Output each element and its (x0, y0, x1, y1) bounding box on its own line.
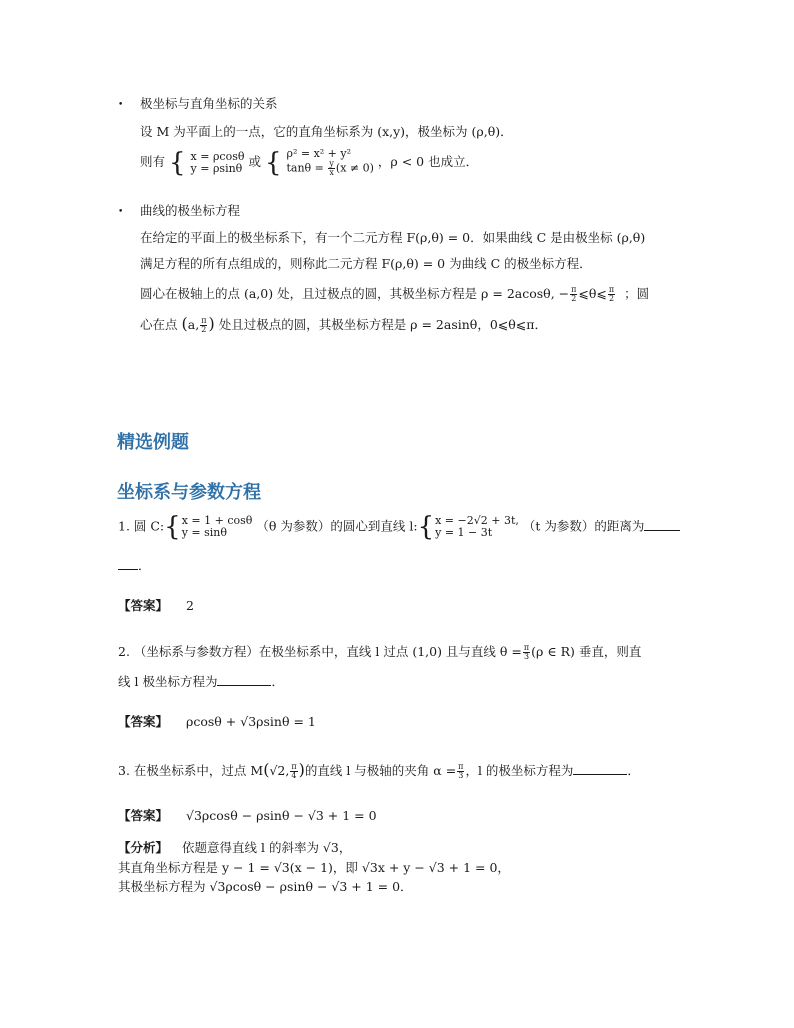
frac-num: π (571, 285, 577, 294)
q2-answer (118, 712, 316, 730)
paren-open: ( (181, 314, 188, 333)
section2-line4-b: 处且过极点的圆，其极坐标方程是 ρ = 2asinθ，0⩽θ⩽π． (218, 317, 547, 332)
q1-answer (118, 596, 194, 614)
q1-c-row2: y = sinθ (181, 526, 227, 539)
q3-analysis-3: 其极坐标方程为 √3ρcosθ − ρsinθ − √3 + 1 = 0． (118, 879, 413, 894)
q1-c-row1: x = 1 + cosθ (181, 514, 253, 527)
q1-l-row1: x = −2√2 + 3t, (435, 514, 519, 527)
q3-line-a: 3. 在极坐标系中，过点 M (118, 763, 264, 778)
frac-y-x (328, 160, 335, 177)
question-2 (118, 642, 641, 661)
system-2-row2-b: (x ≠ 0) (335, 161, 374, 175)
frac-pi-2-a (570, 286, 577, 303)
brace-q1-c: { (164, 512, 181, 542)
brace-1: { (169, 147, 186, 178)
q1-suffix: （t 为参数）的距离为 (522, 518, 645, 534)
q1-answer-label: 【答案】 (118, 598, 169, 613)
q2-line2-text: 线 l 极坐标方程为 (118, 674, 218, 689)
frac-pi-3-q3 (457, 763, 464, 780)
q1-blank-a (644, 530, 680, 531)
frac-den: 2 (571, 294, 577, 303)
section2-title: 曲线的极坐标方程 (140, 203, 241, 218)
frac-num: π (458, 762, 464, 771)
point-a: a, (187, 317, 200, 332)
q1-mid: （θ 为参数）的圆心到直线 l: (256, 518, 418, 534)
q1-end: ． (138, 558, 151, 573)
q2-answer-value: ρcosθ + √3ρsinθ = 1 (186, 714, 316, 729)
frac-den: 4 (291, 771, 297, 780)
q1-line2 (118, 556, 151, 574)
section2-line1: 在给定的平面上的极坐标系下，有一个二元方程 F(ρ,θ) = 0．如果曲线 C 是由极坐标 (ρ,θ) (140, 230, 646, 245)
q2-line1-a: 2. （坐标系与参数方程）在极坐标系中，直线 l 过点 (1,0) 且与直线 θ = (118, 644, 522, 659)
frac-pi-2-b (608, 286, 615, 303)
system-1-row1: x = ρcosθ (190, 149, 245, 163)
q1-prefix: 1. 圆 C: (118, 518, 165, 534)
system-2 (286, 148, 373, 177)
frac-den: 2 (201, 325, 207, 334)
frac-den: 2 (608, 294, 615, 303)
paren-close: ) (208, 314, 215, 333)
q1-system-c (182, 515, 253, 539)
q3-analysis-1 (118, 838, 351, 856)
q2-line2 (118, 672, 284, 690)
q2-end: ． (271, 674, 284, 689)
q3-blank (573, 774, 627, 775)
system-1 (191, 151, 245, 175)
section1-line2-suffix: ，ρ < 0 也成立． (377, 154, 479, 169)
section1-line2 (140, 148, 478, 177)
section2-line3-end: ；圆 (624, 286, 650, 301)
frac-num: π (291, 762, 297, 771)
frac-num: π (608, 285, 615, 294)
or-word: 或 (248, 154, 261, 169)
system-2-row2 (286, 160, 373, 177)
system-1-row2: y = ρsinθ (190, 161, 243, 175)
frac-pi-3-q2 (523, 644, 530, 661)
q3-analysis-label: 【分析】 (118, 840, 169, 855)
q1-l-row2: y = 1 − 3t (435, 526, 493, 539)
section1-title: 极坐标与直角坐标的关系 (140, 96, 278, 111)
q3-analysis-text-1: 依题意得直线 l 的斜率为 √3， (182, 840, 352, 855)
frac-num: π (523, 643, 530, 652)
q3-answer (118, 806, 377, 824)
bullet-1: • (118, 100, 124, 110)
system-2-row2-a: tanθ = (286, 161, 324, 175)
frac-pi-2-c (200, 317, 207, 334)
paren-close: ) (298, 760, 305, 779)
section2-line3-mid: ⩽θ⩽ (578, 286, 607, 301)
q2-blank (217, 685, 271, 686)
bullet-2: • (118, 207, 124, 217)
frac-den: x (329, 168, 334, 177)
q3-line-c: ，l 的极坐标方程为 (465, 763, 574, 778)
frac-den: 3 (523, 652, 530, 661)
q2-answer-label: 【答案】 (118, 714, 169, 729)
q3-answer-label: 【答案】 (118, 808, 169, 823)
frac-num: y (329, 159, 334, 168)
section2-line4-a: 心在点 (140, 317, 178, 332)
question-1 (118, 514, 680, 540)
frac-den: 3 (458, 771, 464, 780)
section2-line4 (140, 314, 547, 334)
q3-line-b: 的直线 l 与极轴的夹角 α = (304, 763, 457, 778)
section2-line3-a: 圆心在极轴上的点 (a,0) 处，且过极点的圆，其极坐标方程是 ρ = 2acosθ, − (140, 286, 570, 301)
question-3 (118, 760, 640, 780)
q1-blank-b (118, 569, 138, 570)
q3-answer-value: √3ρcosθ − ρsinθ − √3 + 1 = 0 (186, 808, 377, 823)
q3-analysis-2: 其直角坐标方程是 y − 1 = √3(x − 1)，即 √3x + y − √3 + 1 = 0， (118, 860, 510, 875)
q1-answer-value: 2 (186, 598, 194, 613)
q1-system-l (435, 515, 519, 539)
system-2-row1: ρ² = x² + y² (286, 147, 352, 160)
q3-end: ． (627, 763, 640, 778)
section2-line3 (140, 284, 649, 303)
heading-coordinate-param: 坐标系与参数方程 (117, 482, 261, 503)
frac-pi-4 (290, 763, 297, 780)
paren-open: ( (263, 760, 270, 779)
section2-line2: 满足方程的所有点组成的，则称此二元方程 F(ρ,θ) = 0 为曲线 C 的极坐标方程． (140, 256, 592, 271)
q3-point: √2, (269, 763, 290, 778)
heading-selected-examples: 精选例题 (117, 432, 189, 453)
brace-q1-l: { (417, 512, 435, 542)
brace-2: { (264, 147, 282, 178)
section1-line1: 设 M 为平面上的一点，它的直角坐标系为 (x,y)，极坐标为 (ρ,θ)． (140, 124, 513, 139)
q2-line1-b: (ρ ∈ R) 垂直，则直 (531, 644, 642, 659)
frac-num: π (201, 316, 207, 325)
section1-line2-prefix: 则有 (140, 154, 166, 169)
